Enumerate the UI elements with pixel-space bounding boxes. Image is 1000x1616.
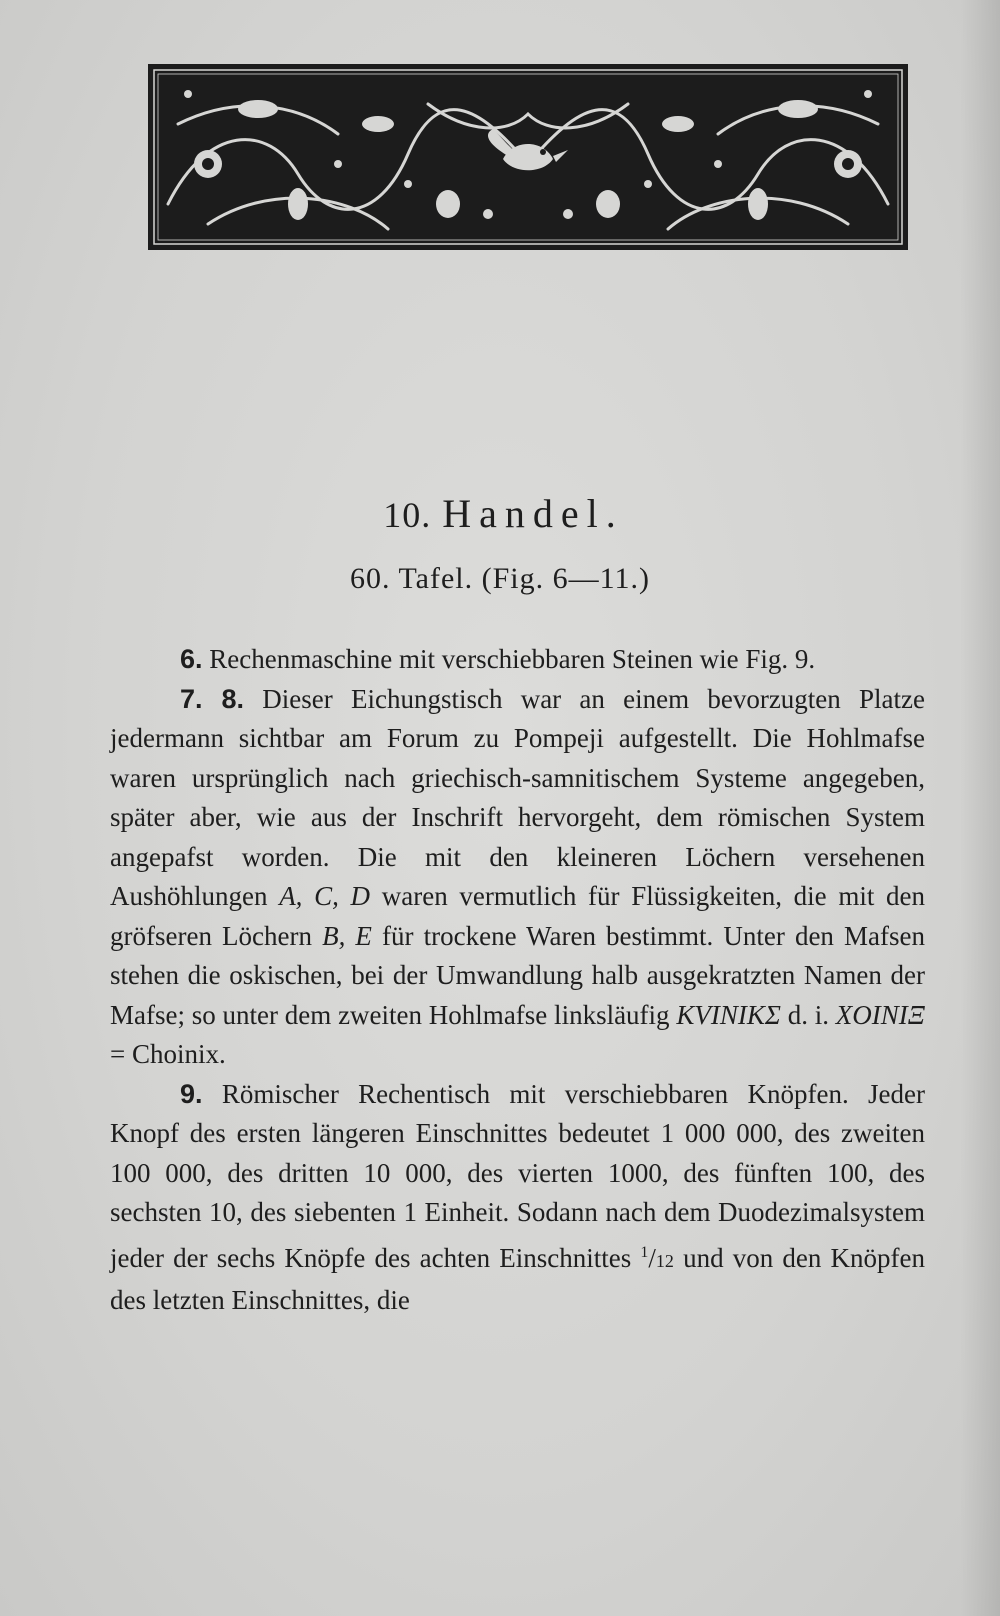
paragraph-label: 7. 8. [180, 683, 245, 714]
paragraph-text: für trockene Waren bestimmt. Unter den Mafsen stehen die oskischen, bei der Umwandlung halb ausgekratzten Namen der Mafse; so unter dem zweiten Hohlmafse linksläufig [110, 920, 925, 1030]
chapter-number: 10. [383, 495, 432, 535]
greek-inscription: XOINIΞ [835, 999, 926, 1030]
paragraph-text: Dieser Eichungstisch war an einem bevorzugten Platze jedermann sichtbar am Forum zu Pompeji aufgestellt. Die Hohlmafse waren ursprünglich nach griechisch-samnitischem Systeme angegeben, später aber, wie aus der Inschrift hervorgeht, dem römischen System angepafst worden. Die mit den kleineren Löchern versehenen Aushöhlungen [110, 683, 925, 911]
letter-references: A, C, D [279, 881, 371, 911]
paragraph-label: 6. [180, 644, 203, 674]
paragraph-6 [110, 640, 925, 680]
paragraph-7-8 [110, 680, 925, 1075]
page-gutter-shadow [960, 0, 1000, 1616]
chapter-title: Handel [442, 491, 606, 536]
body-text [110, 640, 925, 1321]
paragraph-9 [110, 1075, 925, 1321]
plate-reference: 60. Tafel. (Fig. 6—11.) [349, 562, 651, 595]
paragraph-text: = Choinix. [110, 1039, 226, 1069]
chapter-heading [0, 490, 1000, 537]
paragraph-text: Römischer Rechentisch mit verschiebbaren Knöpfen. Jeder Knopf des ersten längeren Einschnittes bedeutet 1 000 000, des zweiten 100 000, des dritten 10 000, des vierten 1000, des fünften 100, des sechsten 10, des siebenten 1 Einheit. Sodann nach dem Duodezimalsystem jeder der sechs Knöpfe des achten Einschnittes [110, 1078, 925, 1273]
letter-references: B, E [322, 920, 372, 951]
fraction-denominator: 12 [655, 1250, 674, 1271]
paragraph-text: waren vermutlich für Flüssigkeiten, die mit den gröfseren Löchern [110, 881, 925, 951]
fraction-numerator: 1 [640, 1243, 649, 1261]
paragraph-text: d. i. [787, 999, 829, 1030]
chapter-title-period: . [605, 491, 617, 536]
paragraph-text: Rechenmaschine mit verschiebbaren Steinen wie Fig. 9. [209, 644, 816, 674]
oscan-inscription: KVINIKΣ [676, 999, 781, 1030]
floral-ornament-icon [148, 64, 908, 250]
paragraph-text: und von den Knöpfen des letzten Einschnittes, die [110, 1242, 925, 1315]
fraction: $^1$/12 [640, 1242, 674, 1273]
paragraph-label: 9. [180, 1078, 203, 1109]
